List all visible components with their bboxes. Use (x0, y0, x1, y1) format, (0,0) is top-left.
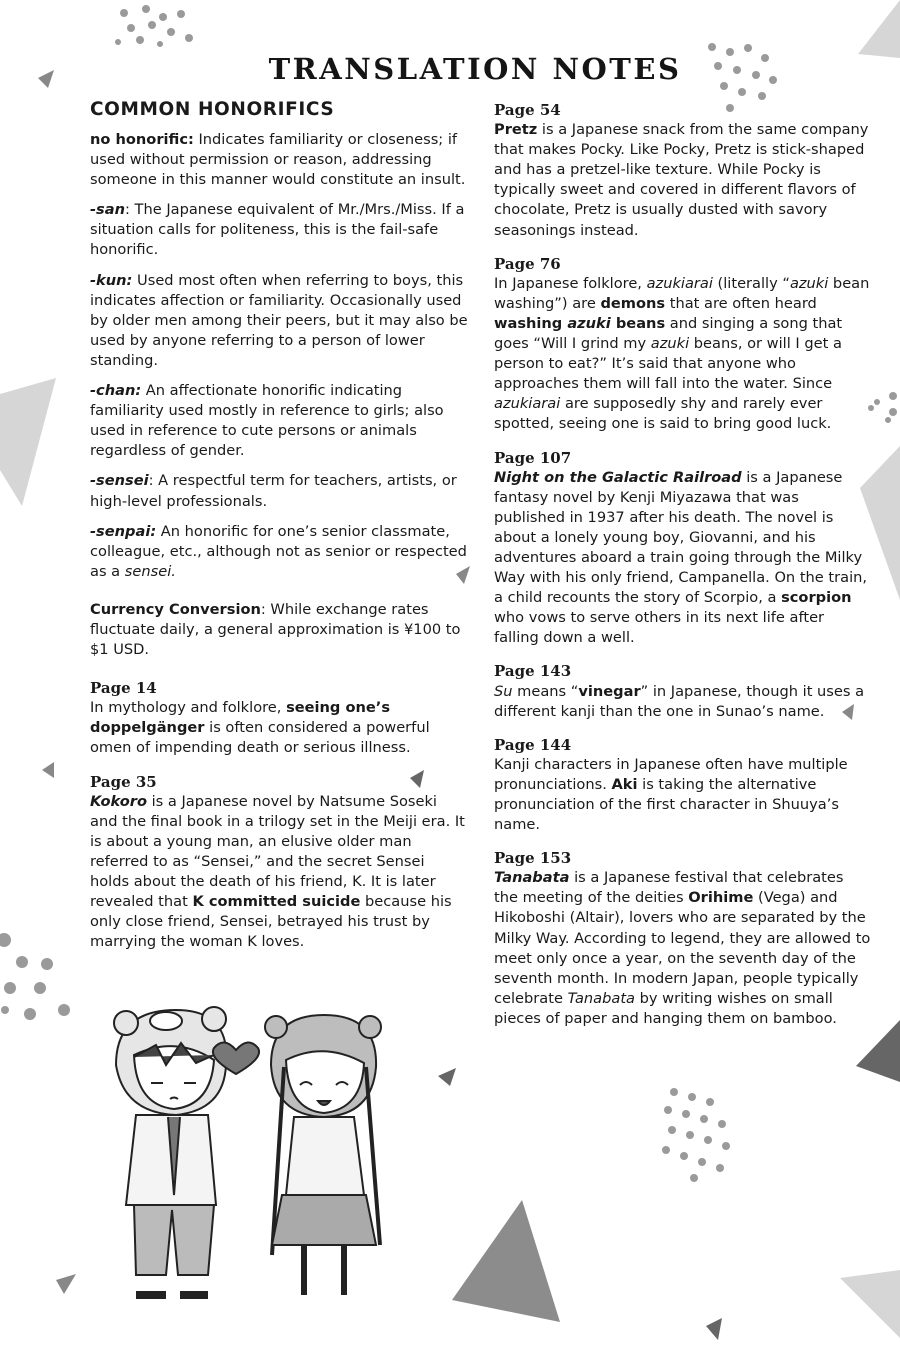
right-column (494, 100, 872, 1042)
triangle-icon (840, 1270, 900, 1338)
honorific-entry: -san: The Japanese equivalent of Mr./Mrs./Miss. If a situation calls for politeness, this is the fail-safe honorific. (90, 201, 465, 259)
note-page-76: Page 76 In Japanese folklore, azukiarai (literally “azuki bean washing”) are demons that are often heard washing azuki beans and singing a song that goes “Will I grind my azuki beans, or will I get a person to eat?” It’s said that anyone who approaches them will fall into the water. Since azukiarai are supposedly shy and rarely ever spotted, seeing one is said to bring good luck. (494, 254, 870, 433)
note-page-54: Page 54 Pretz is a Japanese snack from the same company that makes Pocky. Like Pocky, Pretz is stick-shaped and has a pretzel-like texture. While Pocky is typically sweet and covered in different flavors of chocolate, Pretz is usually dusted with savory seasonings instead. (494, 101, 869, 239)
triangle-icon (0, 378, 56, 506)
note-page-14: Page 14 In mythology and folklore, seeing one’s doppelgänger is often considered a powerful omen of impending death or serious illness. (90, 679, 430, 757)
triangle-icon (438, 1068, 456, 1086)
dot-pattern-icon (115, 5, 193, 47)
triangle-icon (42, 762, 54, 778)
honorifics-heading: COMMON HONORIFICS (90, 99, 335, 120)
chibi-couple-illustration (96, 1005, 426, 1305)
honorific-entry: -kun: Used most often when referring to boys, this indicates affection or familiarity. Occasionally used by older men among their peers, but it may also be used by anyone referring to a person of lower standing. (90, 271, 468, 369)
honorific-entry: -sensei: A respectful term for teachers, artists, or high-level professionals. (90, 472, 457, 510)
note-page-107: Page 107 Night on the Galactic Railroad is a Japanese fantasy novel by Kenji Miyazawa that was published in 1937 after his death. The novel is about a lonely young boy, Giovanni, and his adventures aboard a train going through the Milky Way with his only friend, Campanella. On the train, a child recounts the story of Scorpio, a scorpion who vows to serve others in its next life after falling down a well. (494, 448, 868, 647)
left-column (90, 98, 468, 965)
dot-pattern-icon (0, 933, 70, 1020)
honorific-entry: -chan: An affectionate honorific indicating familiarity used mostly in reference to girls; also used in reference to cute persons or animals regardless of gender. (90, 382, 444, 460)
note-page-144: Page 144 Kanji characters in Japanese often have multiple pronunciations. Aki is taking the alternative pronunciation of the first character in Shuuya’s name. (494, 735, 848, 834)
note-page-143: Page 143 Su means “vinegar” in Japanese, though it uses a different kanji than the one in Sunao’s name. (494, 662, 865, 720)
honorific-entry: no honorific: Indicates familiarity or closeness; if used without permission or reason, addressing someone in this manner would constitute an insult. (90, 131, 466, 189)
note-page-153: Page 153 Tanabata is a Japanese festival that celebrates the meeting of the deities Orihime (Vega) and Hikoboshi (Altair), lovers who are separated by the Milky Way. According to legend, they are allowed to meet only once a year, on the seventh day of the seventh month. In modern Japan, people typically celebrate Tanabata by writing wishes on small pieces of paper and hanging them on bamboo. (494, 849, 871, 1027)
triangle-icon (858, 0, 900, 58)
triangle-icon (452, 1200, 560, 1322)
dot-pattern-icon (662, 1088, 730, 1182)
note-page-35: Page 35 Kokoro is a Japanese novel by Natsume Soseki and the final book in a trilogy set in the Meiji era. It is about a young man, an elusive older man referred to as “Sensei,” and the secret Sensei holds about the death of his friend, K. It is later revealed that K committed suicide because his only close friend, Sensei, betrayed his trust by marrying the woman K loves. (90, 772, 465, 951)
triangle-icon (56, 1274, 76, 1294)
dot-pattern-icon (868, 392, 897, 423)
page-title: TRANSLATION NOTES (268, 52, 682, 86)
honorific-entry: -senpai: An honorific for one’s senior classmate, colleague, etc., although not as senior or respected as a sensei. (90, 522, 467, 580)
triangle-icon (706, 1318, 722, 1340)
currency-note: Currency Conversion: While exchange rates fluctuate daily, a general approximation is ¥100 to $1 USD. (90, 600, 461, 659)
